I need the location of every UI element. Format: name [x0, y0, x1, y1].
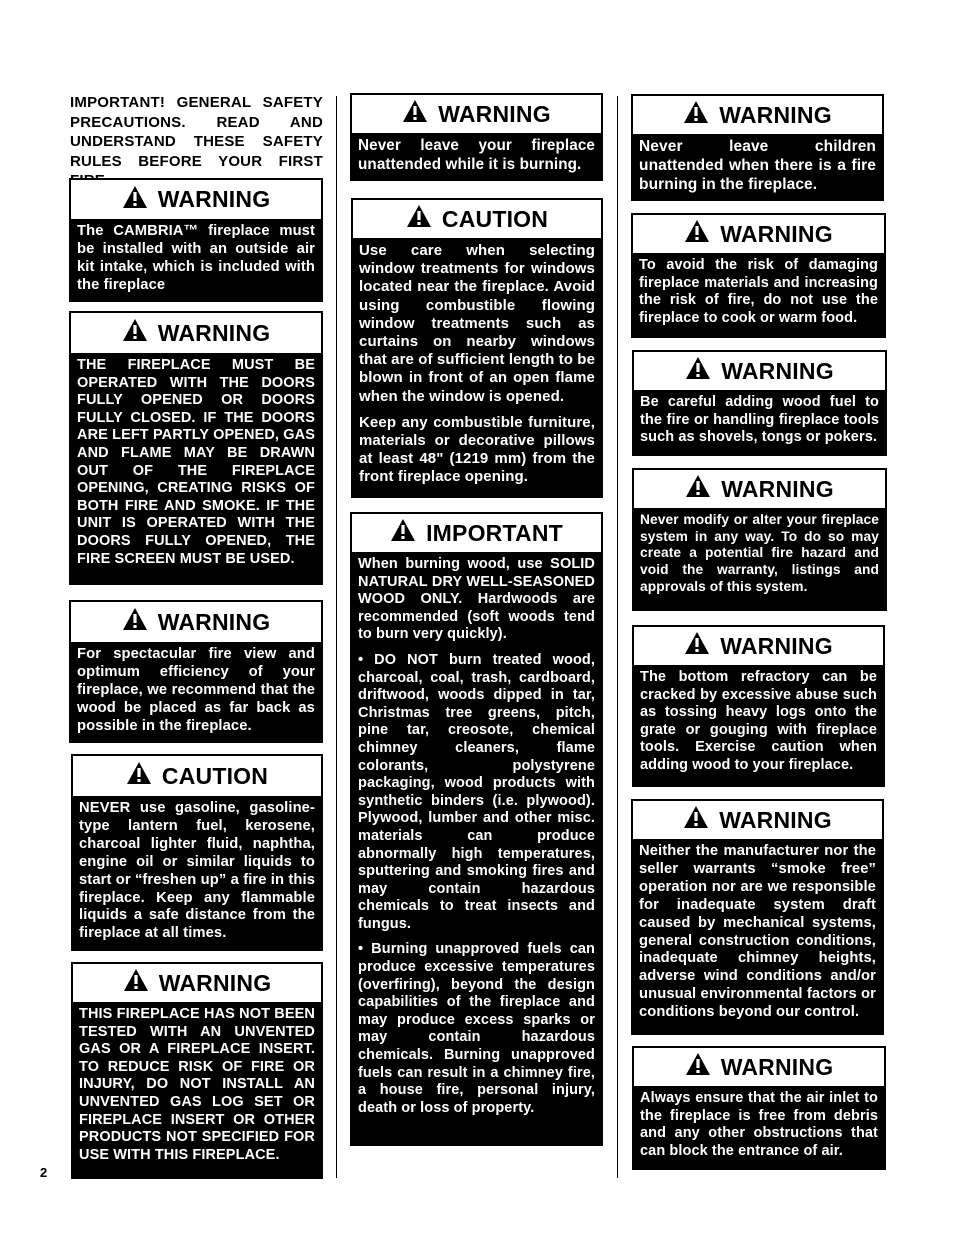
warning-triangle-icon: [684, 219, 710, 249]
intro-text: IMPORTANT! GENERAL SAFETY PRECAUTIONS. READ AND UNDERSTAND THESE SAFETY RULES BEFORE YOUR FIRST: [70, 94, 323, 170]
warning-box-children: [631, 94, 884, 201]
warning-triangle-icon: [390, 518, 416, 548]
box-body: [71, 353, 321, 574]
box-title: WARNING: [719, 806, 832, 833]
warning-triangle-icon: [684, 631, 710, 661]
box-body: [633, 134, 882, 200]
box-header: [633, 801, 882, 839]
warning-box-modify: [632, 468, 887, 611]
warning-triangle-icon: [685, 1052, 711, 1082]
box-paragraph: Never leave children unattended when there is a fire burning in the fireplace.: [639, 138, 876, 193]
box-paragraph: Never modify or alter your fireplace system in any way. To do so may create a potential fire hazard and void the warranty, listings and approvals of this system.: [640, 512, 879, 594]
warning-box-unvented-gas: [71, 962, 323, 1179]
box-paragraph: To avoid the risk of damaging fireplace materials and increasing the risk of fire, do not use the fireplace to cook or warm food.: [639, 257, 878, 326]
box-paragraph: Always ensure that the air inlet to the fireplace is free from debris and any other obstructions that can block the entrance of air.: [640, 1090, 878, 1159]
warning-box-wood-fuel: [632, 350, 887, 456]
box-title: WARNING: [157, 319, 271, 346]
box-paragraph: Never leave your fireplace unattended while it is burning.: [358, 137, 595, 173]
warning-box-doors: [69, 311, 323, 585]
box-body: [73, 796, 321, 949]
box-body: [634, 1086, 884, 1166]
caution-box-flammable-liquids: [71, 754, 323, 951]
box-body: [633, 253, 884, 333]
box-title: WARNING: [438, 100, 551, 127]
warning-box-smoke-free: [631, 799, 884, 1035]
warning-triangle-icon: [685, 474, 711, 504]
box-body: [352, 552, 601, 1123]
box-body: [71, 642, 321, 742]
box-paragraph: THE FIREPLACE MUST BE OPERATED WITH THE DOORS FULLY OPENED OR DOORS FULLY CLOSED. IF THE DOORS ARE LEFT PARTLY OPENED, GAS AND FLAME MAY BE DRAWN OUT OF THE FIREPLACE OPENING, CREATING RISKS OF BOTH FIRE AND SMOKE. IF THE UNIT IS OPERATED WITH THE DOORS FULLY OPENED, THE FIRE SCREEN MUST BE USED.: [77, 357, 315, 567]
box-header: [633, 96, 882, 134]
box-body: [634, 665, 883, 781]
box-header: [352, 95, 601, 133]
column-divider-2: [617, 96, 618, 1178]
box-header: [73, 964, 321, 1002]
box-body: [634, 390, 885, 453]
column-divider-1: [336, 96, 337, 1178]
box-body: [353, 238, 601, 493]
box-header: [71, 180, 321, 219]
caution-box-window-treatments: [351, 198, 603, 498]
warning-box-air-inlet: [632, 1046, 886, 1170]
box-header: [352, 514, 601, 552]
box-header: [71, 602, 321, 642]
warning-triangle-icon: [685, 356, 711, 386]
warning-triangle-icon: [402, 99, 428, 129]
warning-box-refractory: [632, 625, 885, 787]
warning-box-unattended: [350, 93, 603, 181]
box-header: [633, 215, 884, 253]
box-title: WARNING: [720, 632, 833, 659]
page-number: 2: [40, 1165, 48, 1180]
warning-box-outside-air: [69, 178, 323, 302]
warning-triangle-icon: [126, 761, 152, 791]
box-title: WARNING: [720, 220, 833, 247]
box-paragraph: • DO NOT burn treated wood, charcoal, coal, trash, cardboard, driftwood, woods dipped in tar, Christmas tree greens, pitch, pine tar, creosote, chemical chimney cleaners, flame colorants, polystyrene packaging, wood products with synthetic binders (i.e. plywood). Plywood, lumber and other misc. materials can produce abnormally high temperatures, sputtering and smoking fires and may contain hazardous chemicals to treat insects and fungus.: [358, 651, 595, 932]
box-paragraph: • Burning unapproved fuels can produce excessive temperatures (overfiring), beyond the design capabilities of the fireplace and may produce excess sparks or may contain hazardous chemicals. Burning unapproved fuels can result in a chimney fire, a house fire, personal injury, death or loss of property.: [358, 941, 595, 1116]
box-paragraph: For spectacular fire view and optimum efficiency of your fireplace, we recommend that the wood be placed as far back as possible in the fireplace.: [77, 646, 315, 734]
box-header: [73, 756, 321, 796]
warning-triangle-icon: [406, 204, 432, 234]
box-paragraph: Use care when selecting window treatments for windows located near the fireplace. Avoid using combustible flowing window treatments such as curtains on nearby windows that are of sufficient length to be blown in front of an open flame when the window is opened.: [359, 242, 596, 405]
warning-box-wood-placement: [69, 600, 323, 743]
box-paragraph: When burning wood, use SOLID NATURAL DRY WELL-SEASONED WOOD ONLY. Hardwoods are recommended (soft woods tend to burn very quickly).: [358, 556, 595, 643]
box-paragraph: THIS FIREPLACE HAS NOT BEEN TESTED WITH AN UNVENTED GAS OR A FIREPLACE INSERT. TO REDUCE RISK OF FIRE OR INJURY, DO NOT INSTALL AN UNVENTED GAS LOG SET OR FIREPLACE INSERT OR OTHER PRODUCTS NOT SPECIFIED FOR USE WITH THIS FIREPLACE.: [79, 1006, 315, 1163]
box-paragraph: Be careful adding wood fuel to the fire or handling fireplace tools such as shovels, tongs or pokers.: [640, 394, 879, 446]
box-body: [71, 219, 321, 301]
box-header: [634, 627, 883, 665]
important-box-wood-burning: [350, 512, 603, 1146]
box-paragraph: Keep any combustible furniture, materials or decorative pillows at least 48" (1219 mm) from the front fireplace opening.: [359, 413, 595, 486]
box-header: [634, 1048, 884, 1086]
box-title: WARNING: [721, 357, 834, 384]
box-title: WARNING: [720, 1053, 834, 1080]
box-body: [73, 1002, 321, 1170]
box-title: WARNING: [721, 475, 834, 502]
box-title: CAUTION: [161, 762, 269, 789]
box-body: [352, 133, 601, 180]
box-paragraph: NEVER use gasoline, gasoline-type lantern fuel, kerosene, charcoal lighter fluid, naphtha, engine oil or similar liquids to start or “freshen up” a fire in this fireplace. Keep any flammable liquids a safe distance from the fireplace at all times.: [79, 800, 315, 942]
box-header: [634, 470, 885, 508]
box-header: [634, 352, 885, 390]
warning-triangle-icon: [122, 318, 148, 348]
box-title: CAUTION: [441, 205, 549, 232]
warning-triangle-icon: [122, 607, 148, 637]
box-title: WARNING: [719, 101, 832, 128]
box-body: [634, 508, 885, 602]
warning-triangle-icon: [123, 968, 149, 998]
warning-triangle-icon: [122, 185, 148, 215]
warning-triangle-icon: [683, 100, 709, 130]
box-title: WARNING: [157, 186, 271, 212]
warning-box-cooking: [631, 213, 886, 338]
box-header: [353, 200, 601, 238]
box-title: WARNING: [157, 608, 271, 635]
box-title: WARNING: [158, 969, 272, 996]
box-paragraph: The bottom refractory can be cracked by excessive abuse such as tossing heavy logs onto the grate or gouging with fireplace tools. Exercise caution when adding wood to your fireplace.: [640, 669, 877, 773]
box-title: IMPORTANT: [426, 519, 563, 546]
box-header: [71, 313, 321, 353]
box-body: [633, 839, 882, 1028]
box-paragraph: The CAMBRIA™ fireplace must be installed with an outside air kit intake, which is included with the fireplace: [77, 223, 315, 293]
box-paragraph: Neither the manufacturer nor the seller warrants “smoke free” operation nor are we responsible for inadequate system draft caused by mechanical systems, general construction conditions, inadequate chimney heights, adverse wind conditions and/or unusual environmental factors or conditions beyond our control.: [639, 843, 876, 1021]
warning-triangle-icon: [683, 805, 709, 835]
